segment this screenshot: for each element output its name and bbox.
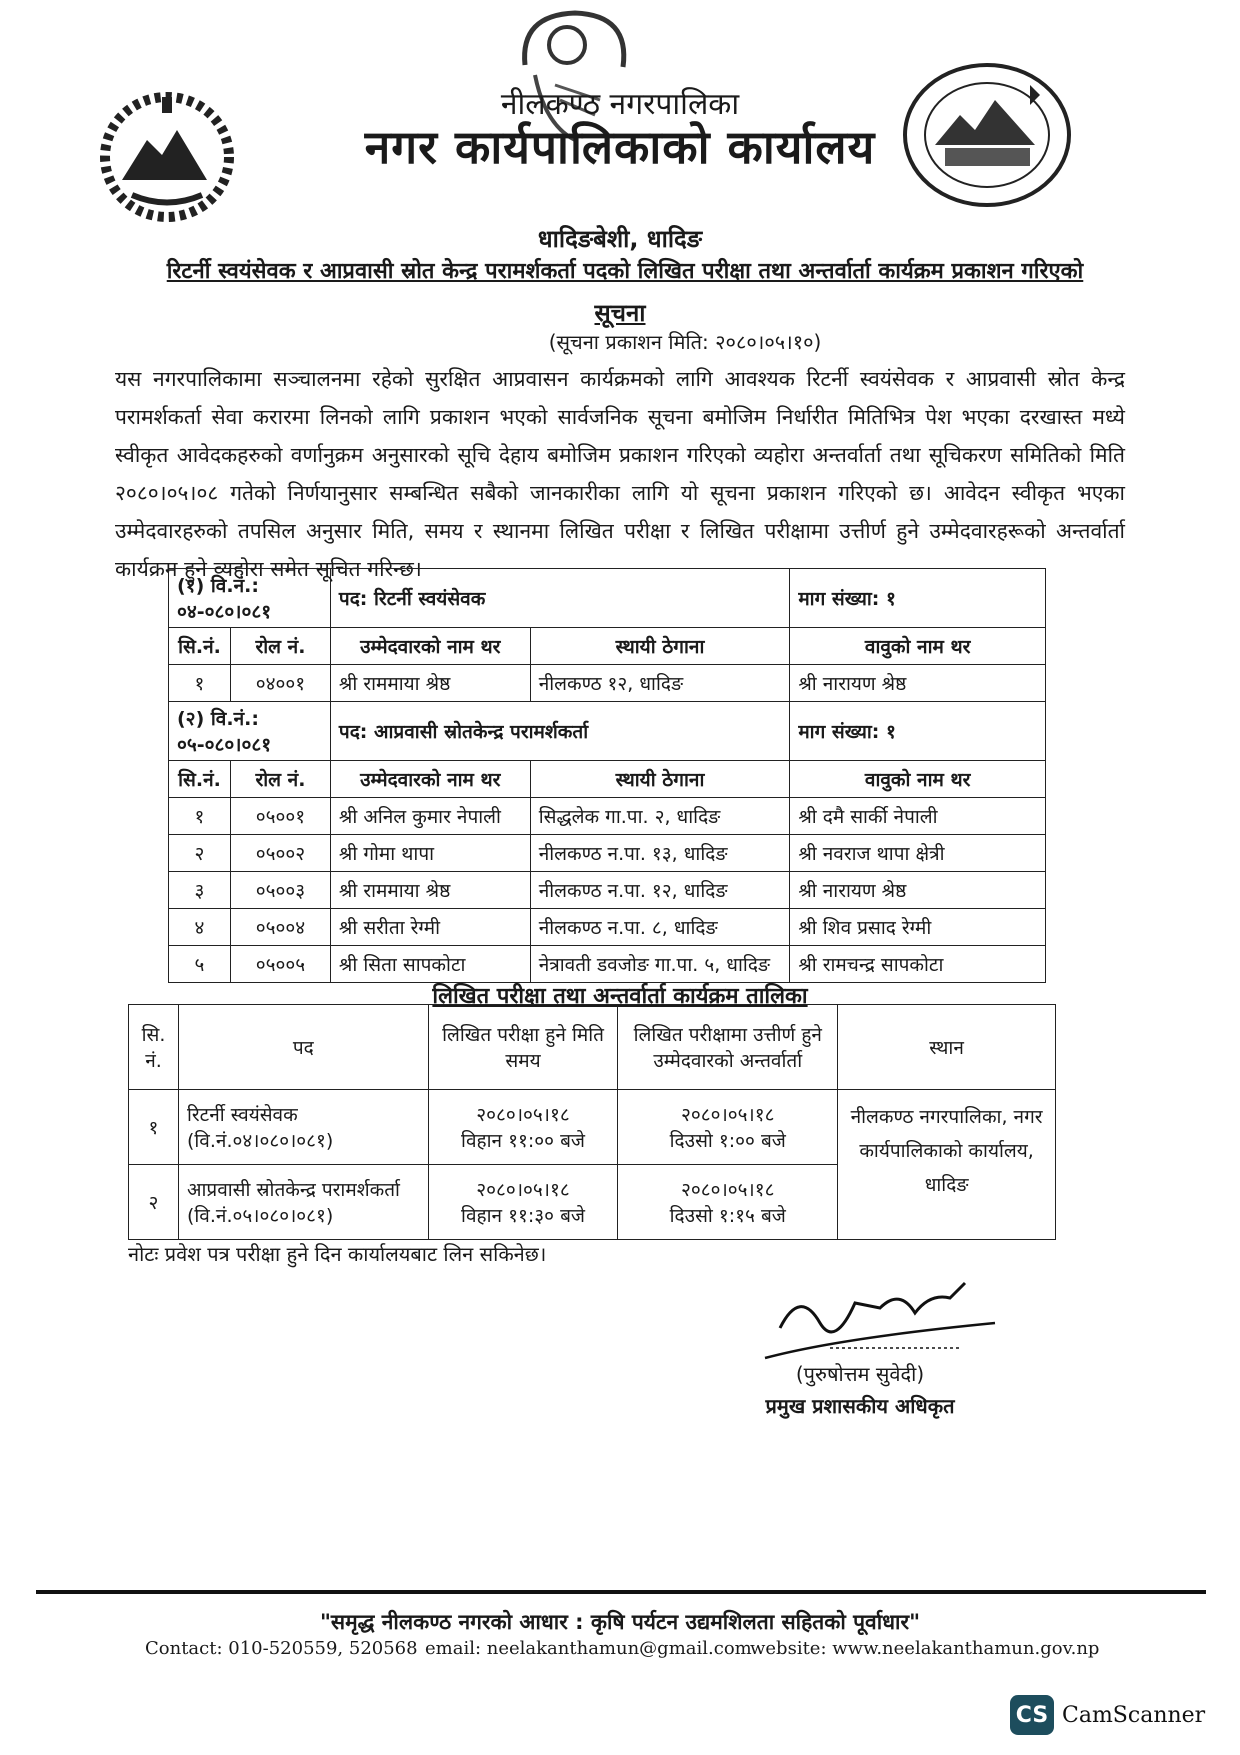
post-name: आप्रवासी स्रोतकेन्द्र परामर्शकर्ता <box>186 1179 400 1201</box>
cell-interview <box>618 1090 838 1165</box>
cell-roll: ०५००४ <box>230 909 330 946</box>
col-header-venue: स्थान <box>838 1005 1056 1090</box>
table-row <box>169 665 1046 702</box>
office-address: धादिङबेशी, धादिङ <box>537 225 703 253</box>
cell-post <box>178 1090 428 1165</box>
col-header-father: वावुको नाम थर <box>790 628 1046 665</box>
interview-time: दिउसो १:०० बजे <box>669 1130 786 1152</box>
advertisement-number: (१) वि.नं.: ०४-०८०।०८१ <box>169 569 331 628</box>
cell-name: श्री राममाया श्रेष्ठ <box>330 872 530 909</box>
cell-exam <box>428 1090 618 1165</box>
col-header-exam: लिखित परीक्षा हुने मिति समय <box>428 1005 618 1090</box>
schedule-table <box>128 1004 1056 1240</box>
advertisement-number: (वि.नं.०५।०८०।०८१) <box>186 1205 334 1227</box>
table-row <box>169 909 1046 946</box>
col-header-interview: लिखित परीक्षामा उत्तीर्ण हुने उम्मेदवारको अन्तर्वार्ता <box>618 1005 838 1090</box>
cell-interview <box>618 1165 838 1240</box>
col-header-sn: सि.नं. <box>169 761 231 798</box>
camscanner-label: CamScanner <box>1062 1702 1206 1728</box>
cell-roll: ०५००१ <box>230 798 330 835</box>
cell-venue: नीलकण्ठ नगरपालिका, नगर कार्यपालिकाको कार्यालय, धादिङ <box>838 1090 1056 1240</box>
cell-roll: ०५००२ <box>230 835 330 872</box>
table-header-row <box>169 761 1046 798</box>
col-header-roll: रोल नं. <box>230 628 330 665</box>
table-row <box>169 872 1046 909</box>
col-header-name: उम्मेदवारको नाम थर <box>330 761 530 798</box>
cell-sn: १ <box>129 1090 179 1165</box>
col-header-roll: रोल नं. <box>230 761 330 798</box>
cell-name: श्री गोमा थापा <box>330 835 530 872</box>
cell-address: सिद्धलेक गा.पा. २, धादिङ <box>530 798 790 835</box>
cell-sn: २ <box>129 1165 179 1240</box>
table-row <box>169 798 1046 835</box>
cell-father: श्री रामचन्द्र सापकोटा <box>790 946 1046 983</box>
table-header-row <box>129 1005 1056 1090</box>
exam-time: विहान ११:३० बजे <box>461 1205 586 1227</box>
cell-exam <box>428 1165 618 1240</box>
cell-sn: १ <box>169 665 231 702</box>
footer-slogan: "समृद्ध नीलकण्ठ नगरको आधार : कृषि पर्यटन उद्यमशिलता सहितको पूर्वाधार" <box>319 1610 921 1634</box>
table-row <box>169 835 1046 872</box>
table-row <box>169 946 1046 983</box>
cell-post <box>178 1165 428 1240</box>
post-name: रिटर्नी स्वयंसेवक <box>186 1104 298 1126</box>
col-header-sn: सि. नं. <box>129 1005 179 1090</box>
col-header-sn: सि.नं. <box>169 628 231 665</box>
cell-address: नीलकण्ठ १२, धादिङ <box>530 665 790 702</box>
advertisement-number: (वि.नं.०४।०८०।०८१) <box>186 1130 334 1152</box>
exam-time: विहान ११:०० बजे <box>461 1130 586 1152</box>
signatory-title: प्रमुख प्रशासकीय अधिकृत <box>765 1394 955 1418</box>
col-header-father: वावुको नाम थर <box>790 761 1046 798</box>
cell-name: श्री सरीता रेग्मी <box>330 909 530 946</box>
exam-date: २०८०।०५।१८ <box>476 1179 570 1201</box>
signature-icon <box>760 1268 1000 1368</box>
footer-divider <box>36 1590 1206 1594</box>
col-header-post: पद <box>178 1005 428 1090</box>
cell-sn: ५ <box>169 946 231 983</box>
cell-father: श्री दमै सार्की नेपाली <box>790 798 1046 835</box>
post-name: पद: आप्रवासी स्रोतकेन्द्र परामर्शकर्ता <box>330 702 789 761</box>
candidates-table <box>168 568 1046 983</box>
cell-sn: ४ <box>169 909 231 946</box>
signatory-name: (पुरुषोत्तम सुवेदी) <box>795 1362 925 1386</box>
cell-sn: ३ <box>169 872 231 909</box>
cell-name: श्री अनिल कुमार नेपाली <box>330 798 530 835</box>
cell-address: नीलकण्ठ न.पा. ८, धादिङ <box>530 909 790 946</box>
footer-email: email: neelakanthamun@gmail.com <box>425 1638 752 1659</box>
schedule-title: लिखित परीक्षा तथा अन्तर्वार्ता कार्यक्रम तालिका <box>432 984 808 1009</box>
cell-sn: २ <box>169 835 231 872</box>
advertisement-number: (२) वि.नं.: ०५-०८०।०८१ <box>169 702 331 761</box>
camscanner-watermark <box>1010 1695 1205 1735</box>
exam-date: २०८०।०५।१८ <box>476 1104 570 1126</box>
interview-date: २०८०।०५।१८ <box>681 1179 775 1201</box>
cell-name: श्री सिता सापकोटा <box>330 946 530 983</box>
municipality-name: नीलकण्ठ नगरपालिका <box>500 87 740 122</box>
cell-roll: ०४००१ <box>230 665 330 702</box>
col-header-address: स्थायी ठेगाना <box>530 628 790 665</box>
cell-roll: ०५००३ <box>230 872 330 909</box>
section-row <box>169 702 1046 761</box>
notice-body: यस नगरपालिकामा सञ्चालनमा रहेको सुरक्षित आप्रवासन कार्यक्रमको लागि आवश्यक रिटर्नी स्वयंसेवक र आप्रवासी स्रोत केन्द्र परामर्शकर्ता सेवा करारमा लिनको लागि प्रकाशन भएको सार्वजनिक सूचना बमोजिम निर्धारीत मितिभित्र पेश भएका दरखास्त मध्ये स्वीकृत आवेदकहरुको वर्णानुक्रम अनुसारको सूचि देहाय बमोजिम प्रकाशन गरिएको व्यहोरा अन्तर्वार्ता तथा सूचिकरण समितिको मिति २०८०।०५।०८ गतेको निर्णयानुसार सम्बन्धित सबैको जानकारीका लागि यो सूचना प्रकाशन गरिएको छ। आवेदन स्वीकृत भएका उम्मेदवारहरुको तपसिल अनुसार मिति, समय र स्थानमा लिखित परीक्षा र लिखित परीक्षामा उत्तीर्ण हुने उम्मेदवारहरूको अन्तर्वार्ता कार्यक्रम हुने व्यहोरा समेत सूचित गरिन्छ। <box>115 367 1125 581</box>
footer-contact: Contact: 010-520559, 520568 <box>145 1638 418 1659</box>
admission-note: नोटः प्रवेश पत्र परीक्षा हुने दिन कार्यालयबाट लिन सकिनेछ। <box>128 1242 547 1266</box>
demand-count: माग संख्या: १ <box>790 702 1046 761</box>
interview-time: दिउसो १:१५ बजे <box>669 1205 786 1227</box>
footer-website: website: www.neelakanthamun.gov.np <box>750 1638 1100 1659</box>
notice-heading: सूचना <box>594 299 646 327</box>
table-header-row <box>169 628 1046 665</box>
section-row <box>169 569 1046 628</box>
cell-address: नीलकण्ठ न.पा. १३, धादिङ <box>530 835 790 872</box>
cell-sn: १ <box>169 798 231 835</box>
demand-count: माग संख्या: १ <box>790 569 1046 628</box>
publication-date: (सूचना प्रकाशन मिति: २०८०।०५।१०) <box>548 330 822 354</box>
cell-name: श्री राममाया श्रेष्ठ <box>330 665 530 702</box>
office-title: नगर कार्यपालिकाको कार्यालय <box>364 120 876 174</box>
col-header-name: उम्मेदवारको नाम थर <box>330 628 530 665</box>
cell-address: नेत्रावती डवजोङ गा.पा. ५, धादिङ <box>530 946 790 983</box>
cell-father: श्री नारायण श्रेष्ठ <box>790 872 1046 909</box>
col-header-address: स्थायी ठेगाना <box>530 761 790 798</box>
cell-father: श्री नारायण श्रेष्ठ <box>790 665 1046 702</box>
cell-address: नीलकण्ठ न.पा. १२, धादिङ <box>530 872 790 909</box>
post-name: पद: रिटर्नी स्वयंसेवक <box>330 569 789 628</box>
camscanner-logo-icon: CS <box>1010 1695 1054 1735</box>
cell-roll: ०५००५ <box>230 946 330 983</box>
interview-date: २०८०।०५।१८ <box>681 1104 775 1126</box>
notice-subject: रिटर्नी स्वयंसेवक र आप्रवासी स्रोत केन्द्र परामर्शकर्ता पदको लिखित परीक्षा तथा अन्तर्वार्ता कार्यक्रम प्रकाशन गरिएको <box>166 259 1084 284</box>
table-row <box>129 1090 1056 1165</box>
cell-father: श्री शिव प्रसाद रेग्मी <box>790 909 1046 946</box>
cell-father: श्री नवराज थापा क्षेत्री <box>790 835 1046 872</box>
